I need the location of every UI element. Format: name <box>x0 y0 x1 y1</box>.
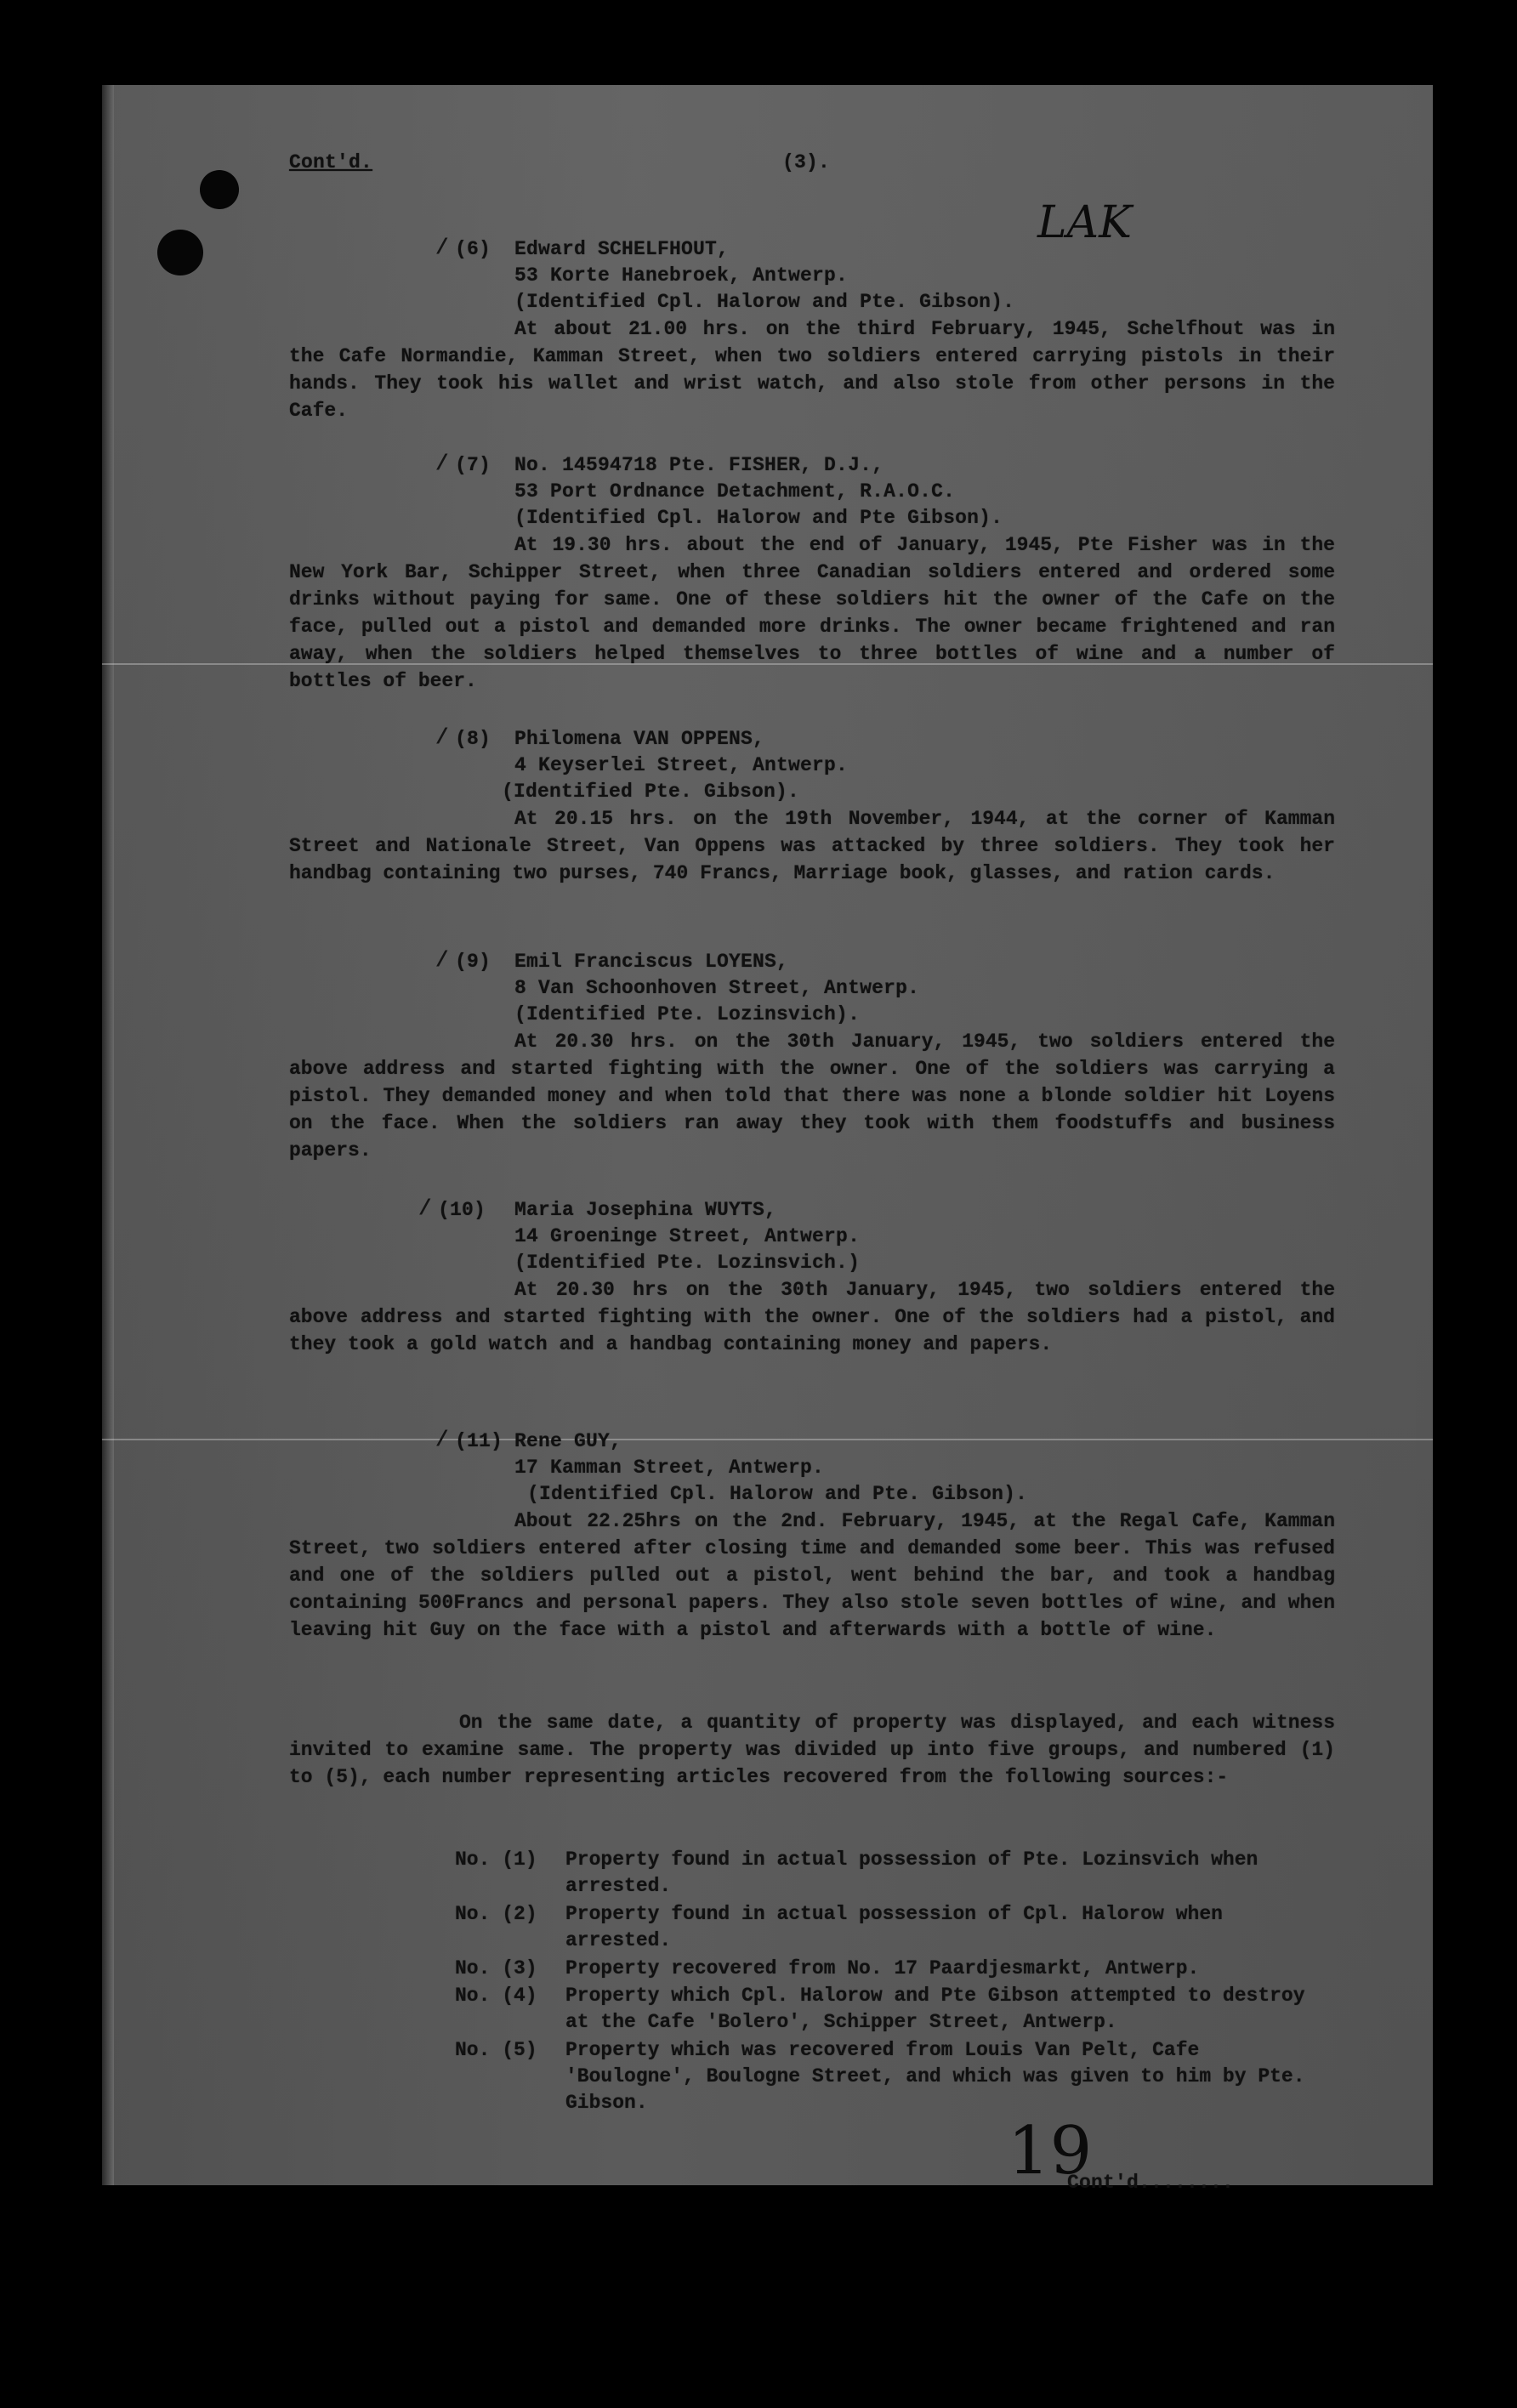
entry-number: (10) <box>438 1199 486 1221</box>
entry-number: (9) <box>455 951 491 973</box>
source-text: Property found in actual possession of Cpl. Halorow when arrested. <box>565 1903 1223 1951</box>
source-label: No. (4) <box>455 1985 537 2007</box>
entry-text: At 19.30 hrs. about the end of January, 1945, Pte Fisher was in the New York Bar, Schipper Street, when three Canadian soldiers entered and ordered some drinks without paying for same. One of these soldiers hit the owner of the Cafe on the face, pulled out a pistol and demanded more drinks. The owner became frightened and ran away, when the soldiers helped themselves to three bottles of wine and a number of bottles of beer. <box>289 534 1335 692</box>
contd-footer: Cont'd........ <box>1067 2172 1235 2194</box>
entry-name: Emil Franciscus LOYENS, <box>514 951 789 973</box>
entry-identified: (Identified Pte. Lozinsvich.) <box>514 1252 861 1274</box>
handwritten-folio-number: 19 <box>1008 2113 1093 2189</box>
entry-identified: (Identified Cpl. Halorow and Pte Gibson). <box>514 507 1003 529</box>
entry-identified: (Identified Pte. Lozinsvich). <box>514 1003 861 1025</box>
entry-number: (7) <box>455 454 491 476</box>
punch-hole <box>157 230 203 275</box>
tick-mark: / <box>435 451 449 476</box>
entry-text: At 20.30 hrs on the 30th January, 1945, two soldiers entered the above address and started fighting with the owner. One of the soldiers had a pistol, and they took a gold watch and a handbag containing money and papers. <box>289 1279 1335 1355</box>
tick-mark: / <box>418 1195 432 1221</box>
entry-identified: (Identified Cpl. Halorow and Pte. Gibson). <box>527 1483 1028 1505</box>
entry-address: 53 Port Ordnance Detachment, R.A.O.C. <box>514 480 956 503</box>
entry-name: No. 14594718 Pte. FISHER, D.J., <box>514 454 884 476</box>
entry-text: At 20.15 hrs. on the 19th November, 1944, at the corner of Kamman Street and Nationale Street, Van Oppens was attacked by three soldiers. They took her handbag containing two purses, 740 Francs, Marriage book, glasses, and ration cards. <box>289 808 1335 884</box>
entry-address: 8 Van Schoonhoven Street, Antwerp. <box>514 977 920 999</box>
source-label: No. (2) <box>455 1903 537 1925</box>
entry-number: (6) <box>455 238 491 260</box>
tick-mark: / <box>435 1427 449 1452</box>
page-number: (3). <box>782 151 831 173</box>
entry-name: Maria Josephina WUYTS, <box>514 1199 777 1221</box>
source-label: No. (3) <box>455 1957 537 1979</box>
entry-address: 17 Kamman Street, Antwerp. <box>514 1457 825 1479</box>
entry-text: At about 21.00 hrs. on the third February, 1945, Schelfhout was in the Cafe Normandie, Kamman Street, when two soldiers entered carrying pistols in their hands. They took his wallet and wrist watch, and also stole from other persons in the Cafe. <box>289 318 1335 422</box>
source-text: Property which was recovered from Louis Van Pelt, Cafe 'Boulogne', Boulogne Street, and which was given to him by Pte. Gibson. <box>565 2039 1305 2114</box>
source-text: Property found in actual possession of Pte. Lozinsvich when arrested. <box>565 1849 1258 1897</box>
source-label: No. (1) <box>455 1849 537 1871</box>
entry-name: Edward SCHELFHOUT, <box>514 238 730 260</box>
entry-text: About 22.25hrs on the 2nd. February, 1945, at the Regal Cafe, Kamman Street, two soldiers entered after closing time and demanded some beer. This was refused and one of the soldiers pulled out a pistol, went behind the bar, and took a handbag containing 500Francs and personal papers. They also stole seven bottles of wine, and when leaving hit Guy on the face with a pistol and afterwards with a bottle of wine. <box>289 1510 1335 1641</box>
source-text: Property recovered from No. 17 Paardjesmarkt, Antwerp. <box>565 1957 1200 1979</box>
handwritten-initials: LAK <box>1037 197 1132 248</box>
contd-header: Cont'd. <box>289 151 373 173</box>
page-fold-edge <box>102 85 114 2185</box>
entry-identified: (Identified Cpl. Halorow and Pte. Gibson). <box>514 291 1015 313</box>
punch-hole <box>200 170 239 209</box>
source-text: Property which Cpl. Halorow and Pte Gibson attempted to destroy at the Cafe 'Bolero', Schipper Street, Antwerp. <box>565 1985 1305 2033</box>
summary-paragraph: On the same date, a quantity of property was displayed, and each witness invited to examine same. The property was divided up into five groups, and numbered (1) to (5), each number representing articles recovered from the following sources:- <box>289 1712 1335 1788</box>
entry-text: At 20.30 hrs. on the 30th January, 1945, two soldiers entered the above address and started fighting with the owner. One of the soldiers was carrying a pistol. They demanded money and when told that there was none a blonde soldier hit Loyens on the face. When the soldiers ran away they took with them foodstuffs and business papers. <box>289 1031 1335 1161</box>
entry-address: 53 Korte Hanebroek, Antwerp. <box>514 264 849 287</box>
tick-mark: / <box>435 235 449 260</box>
entry-name: Philomena VAN OPPENS, <box>514 728 765 750</box>
tick-mark: / <box>435 947 449 973</box>
entry-number: (8) <box>455 728 491 750</box>
entry-name: Rene GUY, <box>514 1430 622 1452</box>
tick-mark: / <box>435 724 449 750</box>
entry-address: 14 Groeninge Street, Antwerp. <box>514 1225 861 1247</box>
entry-address: 4 Keyserlei Street, Antwerp. <box>514 754 849 776</box>
source-label: No. (5) <box>455 2039 537 2061</box>
page-crease <box>102 1439 1433 1440</box>
entry-number: (11) <box>455 1430 503 1452</box>
entry-identified: (Identified Pte. Gibson). <box>502 781 800 803</box>
